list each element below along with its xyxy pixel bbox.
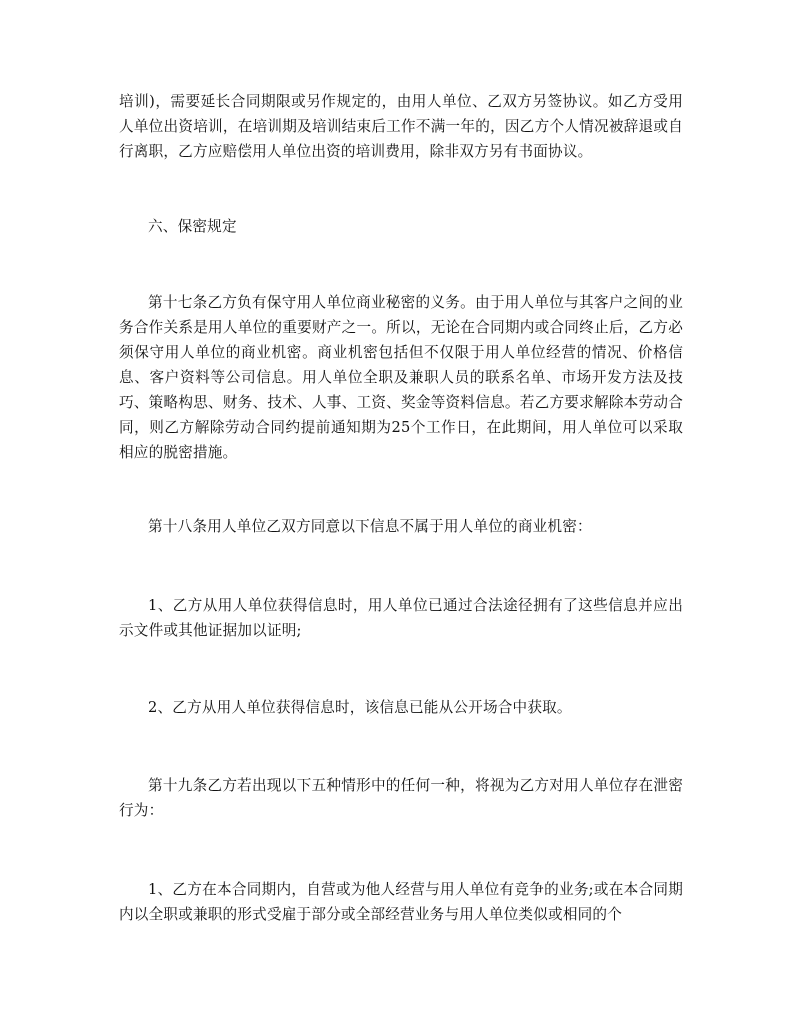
paragraph-article-18: 第十八条用人单位乙双方同意以下信息不属于用人单位的商业机密：: [148, 518, 592, 535]
paragraph-article-18-item-2: 2、乙方从用人单位获得信息时，该信息已能从公开场合中获取。: [148, 699, 572, 716]
paragraph-article-19: 第十九条乙方若出现以下五种情形中的任何一种，将视为乙方对用人单位存在泄密行为：: [119, 777, 683, 819]
paragraph-article-19-item-1: 1、乙方在本合同期内，自营或为他人经营与用人单位有竞争的业务;或在本合同期内以全职或兼职的形式受雇于部分或全部经营业务与用人单位类似或相同的个: [119, 881, 683, 923]
paragraph-article-17: 第十七条乙方负有保守用人单位商业秘密的义务。由于用人单位与其客户之间的业务合作关系是用人单位的重要财产之一。所以，无论在合同期内或合同终止后，乙方必须保守用人单位的商业机密。商业机密包括但不仅限于用人单位经营的情况、价格信息、客户资料等公司信息。用人单位全职及兼职人员的联系名单、市场开发方法及技巧、策略构思、财务、技术、人事、工资、奖金等资料信息。若乙方要求解除本劳动合同，则乙方解除劳动合同约提前通知期为25个工作日，在此期间，用人单位可以采取相应的脱密措施。: [119, 294, 683, 461]
paragraph-training-continuation: 培训)，需要延长合同期限或另作规定的，由用人单位、乙双方另签协议。如乙方受用人单位出资培训，在培训期及培训结束后工作不满一年的，因乙方个人情况被辞退或自行离职，乙方应赔偿用人单位出资的培训费用，除非双方另有书面协议。: [119, 93, 683, 160]
paragraph-article-18-item-1: 1、乙方从用人单位获得信息时，用人单位已通过合法途径拥有了这些信息并应出示文件或其他证据加以证明;: [119, 597, 683, 639]
section-heading: 六、保密规定: [148, 218, 237, 235]
